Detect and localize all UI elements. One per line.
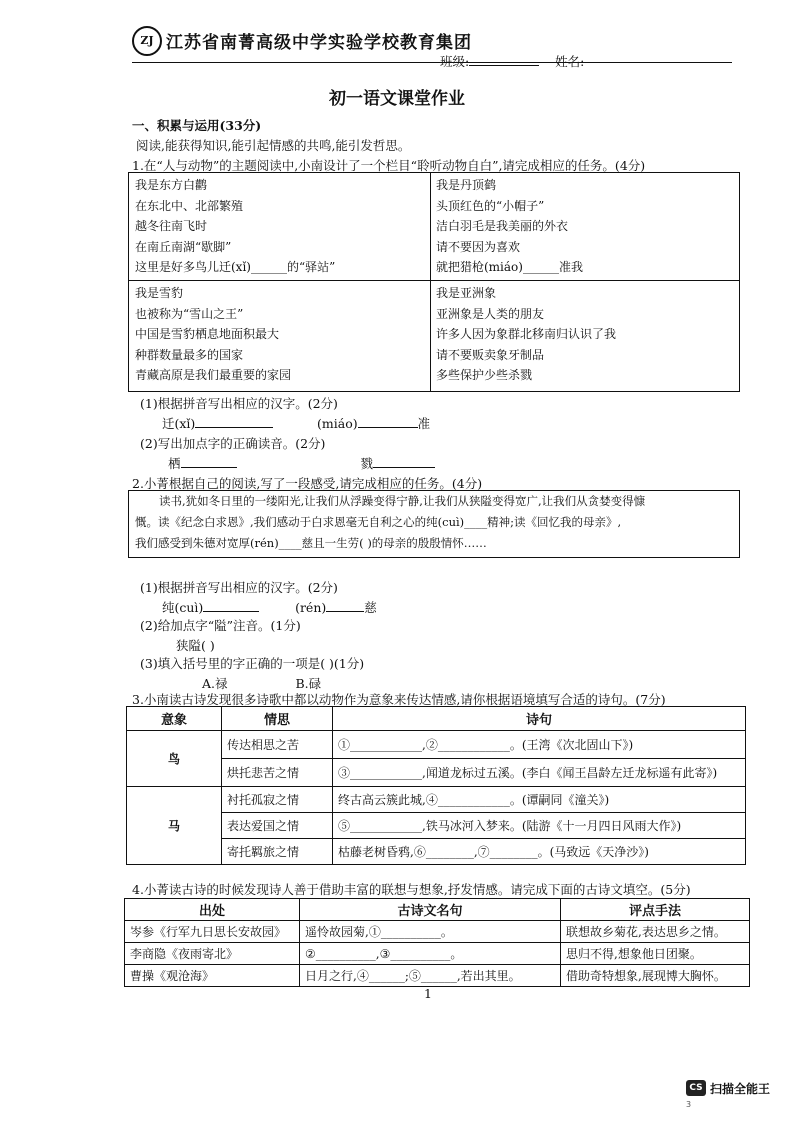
q3-table	[126, 706, 746, 865]
header-quote: 古诗文名句	[300, 899, 561, 921]
image-horse: 马	[127, 787, 222, 865]
table-row	[125, 921, 750, 943]
table-row	[125, 965, 750, 987]
table-row	[127, 787, 746, 813]
technique-cell: 联想故乡菊花,表达思乡之情。	[561, 921, 750, 943]
page-number: 1	[424, 986, 432, 1001]
answer-blank[interactable]	[358, 415, 418, 428]
snow-leopard-cell: 我是雪豹 也被称为“雪山之王” 中国是雪豹栖息地面积最大 种群数量最多的国家 青藏高原是我们最重要的家园	[135, 286, 292, 382]
q1-sub2: (2)写出加点字的正确读音。(2分)	[140, 436, 326, 451]
quote-blank-cell[interactable]: 日月之行,④______;⑤______,若出其里。	[300, 965, 561, 987]
q1-sub1: (1)根据拼音写出相应的汉字。(2分)	[140, 396, 338, 411]
q2-passage-box	[128, 490, 740, 558]
q2-passage: 读书,犹如冬日里的一缕阳光,让我们从浮躁变得宁静,让我们从狭隘变得宽广,让我们从贪婪变得慷 慨。读《纪念白求恩》,我们感动于白求恩毫无自利之心的纯(cuì)____精神;读《回忆我的母亲》, 我们感受到朱德对宽厚(rén)____慈且一生劳( )的母亲的殷殷情怀……	[135, 494, 646, 550]
header-source: 出处	[125, 899, 300, 921]
header-feeling: 情思	[222, 707, 333, 731]
table-row	[125, 943, 750, 965]
verse-blank-cell[interactable]: ⑤____________,铁马冰河入梦来。(陆游《十一月四日风雨大作》)	[333, 813, 746, 839]
q1-sub1-answers: 迁(xǐ) (miáo) 准	[162, 416, 431, 431]
q1-sub2-answers: 栖 戮	[168, 454, 435, 472]
section-heading: 一、积累与运用(33分)	[132, 118, 262, 133]
source-cell: 曹操《观沧海》	[125, 965, 300, 987]
answer-blank[interactable]	[181, 455, 237, 468]
q2-sub1: (1)根据拼音写出相应的汉字。(2分)	[140, 580, 338, 595]
elephant-cell: 我是亚洲象 亚洲象是人类的朋友 许多人因为象群北移南归认识了我 请不要贩卖象牙制品 多些保护少些杀戮	[436, 286, 617, 382]
q1-horizontal-divider	[129, 280, 739, 281]
class-name-line	[440, 52, 584, 70]
quote-blank-cell[interactable]: ②__________,③__________。	[300, 943, 561, 965]
feeling-cell: 表达爱国之情	[222, 813, 333, 839]
technique-cell: 思归不得,想象他日团聚。	[561, 943, 750, 965]
stork-cell: 我是东方白鹳 在东北中、北部繁殖 越冬往南飞时 在南丘南湖“歇脚” 这里是好多鸟儿迁(xǐ)______的“驿站”	[135, 178, 336, 274]
q1-animal-box	[128, 172, 740, 392]
feeling-cell: 寄托羁旅之情	[222, 839, 333, 865]
q2-sub1-answers: 纯(cuì) (rén) 慈	[162, 600, 377, 615]
name-label: 姓名:	[555, 54, 585, 69]
class-label: 班级:	[440, 54, 470, 69]
table-row	[127, 731, 746, 759]
answer-blank[interactable]	[195, 415, 273, 428]
camscanner-brand: 扫描全能王	[710, 1082, 771, 1096]
q1-stem: 1.在“人与动物”的主题阅读中,小南设计了一个栏目“聆听动物自白”,请完成相应的任务。(4分)	[132, 158, 646, 173]
answer-blank[interactable]	[326, 599, 364, 612]
option-a[interactable]: A.禄	[202, 676, 228, 691]
q3-stem: 3.小南读古诗发现很多诗歌中都以动物作为意象来传达情感,请你根据语境填写合适的诗句。(7分)	[132, 692, 666, 707]
q2-sub3: (3)填入括号里的字正确的一项是( )(1分)	[140, 656, 365, 671]
crane-cell: 我是丹顶鹤 头顶红色的“小帽子” 洁白羽毛是我美丽的外衣 请不要因为喜欢 就把猎枪(miáo)______准我	[436, 178, 583, 274]
answer-blank[interactable]	[373, 455, 435, 468]
verse-blank-cell[interactable]: 终古高云簇此城,④____________。(谭嗣同《潼关》)	[333, 787, 746, 813]
answer-blank[interactable]	[203, 599, 259, 612]
feeling-cell: 传达相思之苦	[222, 731, 333, 759]
verse-blank-cell[interactable]: ①____________,②____________。(王湾《次北固山下》)	[333, 731, 746, 759]
q2-sub2-answer[interactable]: 狭隘( )	[176, 638, 215, 653]
verse-blank-cell[interactable]: ③____________,闻道龙标过五溪。(李白《闻王昌龄左迁龙标遥有此寄》)	[333, 759, 746, 787]
camscanner-icon: CS	[686, 1080, 706, 1096]
page-title: 初一语文课堂作业	[329, 89, 465, 109]
option-b[interactable]: B.碌	[295, 676, 322, 691]
school-name: 江苏省南菁高级中学实验学校教育集团	[166, 33, 472, 53]
header-image: 意象	[127, 707, 222, 731]
header-verse: 诗句	[333, 707, 746, 731]
image-bird: 鸟	[127, 731, 222, 787]
q4-table	[124, 898, 750, 987]
school-logo: ZJ	[132, 26, 162, 56]
quote-blank-cell[interactable]: 遥怜故园菊,①__________。	[300, 921, 561, 943]
q2-stem: 2.小菁根据自己的阅读,写了一段感受,请完成相应的任务。(4分)	[132, 476, 483, 491]
technique-cell: 借助奇特想象,展现博大胸怀。	[561, 965, 750, 987]
feeling-cell: 衬托孤寂之情	[222, 787, 333, 813]
verse-blank-cell[interactable]: 枯藤老树昏鸦,⑥________,⑦________。(马致远《天净沙》)	[333, 839, 746, 865]
feeling-cell: 烘托悲苦之情	[222, 759, 333, 787]
q2-sub2: (2)给加点字“隘”注音。(1分)	[140, 618, 301, 633]
header-technique: 评点手法	[561, 899, 750, 921]
q4-stem: 4.小菁读古诗的时候发现诗人善于借助丰富的联想与想象,抒发情感。请完成下面的古诗文填空。(5分)	[132, 882, 691, 897]
q1-vertical-divider	[430, 173, 431, 391]
source-cell: 岑参《行军九日思长安故园》	[125, 921, 300, 943]
scan-mark: 3	[686, 1100, 692, 1109]
header-divider	[132, 62, 732, 63]
section-intro: 阅读,能获得知识,能引起情感的共鸣,能引发哲思。	[136, 138, 411, 153]
source-cell: 李商隐《夜雨寄北》	[125, 943, 300, 965]
